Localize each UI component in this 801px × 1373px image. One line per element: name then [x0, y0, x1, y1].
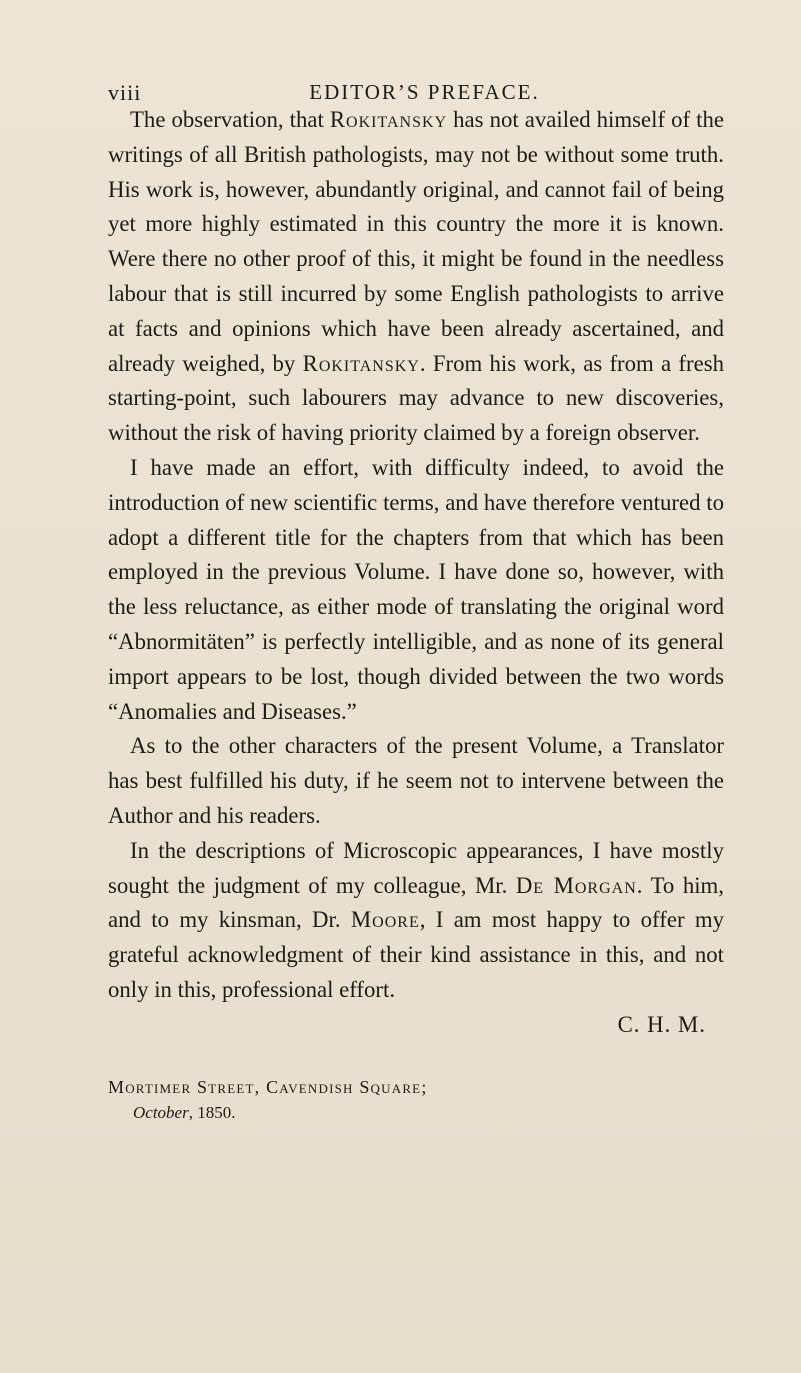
paragraph-4: [108, 834, 724, 1008]
preface-body: [108, 103, 724, 1043]
dateline-month: October: [133, 1103, 189, 1122]
dateline-year: , 1850.: [188, 1103, 236, 1122]
colleague-name-de-morgan: De Morgan: [515, 872, 637, 898]
paragraph-3: As to the other characters of the present Volume, a Translator has best fulfilled his duty, if he seem not to intervene between the Author and his readers.: [108, 733, 724, 828]
author-name-rokitansky-2: Rokitansky: [302, 350, 420, 376]
paragraph-4-text-a: In the descriptions of Microscopic appearances, I have mostly sought the judgment of my colleague, Mr.: [108, 837, 724, 898]
dateline-address: Mortimer Street, Cavendish Square;: [108, 1077, 428, 1097]
signature-initials: C. H. M.: [617, 1011, 706, 1037]
running-head: EDITOR’S PREFACE.: [309, 80, 540, 104]
dateline: [108, 1075, 428, 1125]
paragraph-1-text-c: has not availed himself of the writings of all British pathologists, may not be without some truth. His work is, however, abundantly original, and cannot fail of being yet more highly estimated in this country the more it is known. Were there no other proof of this, it might be found in the needless labour that is still incurred by some English pathologists to arrive at facts and opinions which have been already ascertained, and already weighed, by: [108, 107, 724, 376]
author-name-rokitansky: Rokitansky: [329, 107, 448, 132]
page-number: viii: [108, 80, 142, 105]
paragraph-1-text-a: The observation, that: [130, 107, 330, 132]
paragraph-1: [108, 103, 724, 451]
paragraph-4-text-e: , I am most happy to offer my grateful acknowledgment of their kind assistance in this, and not only in this, professional effort.: [108, 907, 724, 1002]
paragraph-1-text-e: . From his work, as from a fresh starting-point, such labourers may advance to new discoveries, without the risk of having priority claimed by a foreign observer.: [108, 350, 724, 446]
paragraph-4-text-c: . To him, and to my kinsman, Dr.: [108, 872, 724, 933]
kinsman-name-moore: Moore: [350, 907, 420, 933]
dateline-date: [108, 1100, 428, 1125]
paragraph-2: I have made an effort, with difficulty indeed, to avoid the introduction of new scientific terms, and have therefore ventured to adopt a different title for the chapters from that which has been employed in the previous Volume. I have done so, however, with the less reluctance, as either mode of translating the original word “Abnormitäten” is perfectly intelligible, and as none of its general import appears to be lost, though divided between the two words “Anomalies and Diseases.”: [108, 454, 724, 724]
